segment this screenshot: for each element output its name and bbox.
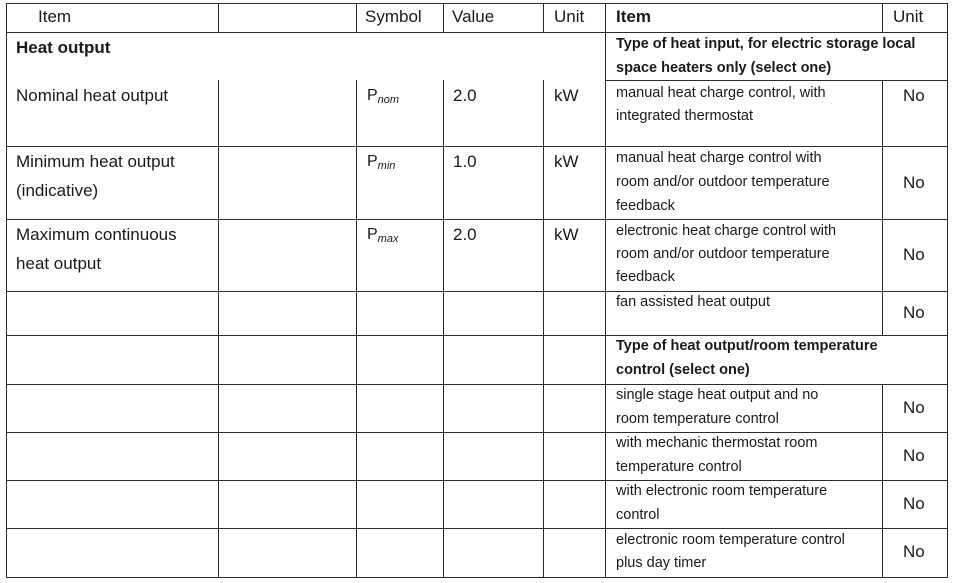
rule-bottom: [6, 577, 947, 578]
row-unit-maximum: kW: [554, 225, 579, 244]
output-control-option-3-line2: control: [616, 507, 660, 523]
heat-input-option-1-line1: manual heat charge control, with: [616, 85, 826, 101]
header-right-item: Item: [616, 7, 651, 26]
header-item: Item: [38, 7, 72, 26]
section-title-heat-output-control-line2: control (select one): [616, 362, 750, 378]
output-control-option-1-line1: single stage heat output and no: [616, 387, 819, 403]
section-title-heat-output-control-line1: Type of heat output/room temperature: [616, 338, 878, 354]
row-value-maximum: 2.0: [453, 225, 477, 244]
output-control-option-1-value: No: [903, 398, 925, 417]
rule-col-d: [543, 3, 544, 33]
output-control-option-4-line1: electronic room temperature control: [616, 532, 845, 548]
rule-col-b-body: [356, 80, 357, 578]
row-unit-minimum: kW: [554, 152, 579, 171]
row-item-minimum-line1: Minimum heat output: [16, 152, 175, 171]
rule-col-a: [218, 3, 219, 33]
output-control-option-2-line2: temperature control: [616, 459, 742, 475]
section-title-heat-output: Heat output: [16, 38, 111, 57]
row-symbol-nominal: $P_{nom}$: [367, 87, 400, 106]
header-right-unit: Unit: [893, 7, 924, 26]
row-symbol-maximum: $P_{max}$: [367, 226, 399, 245]
heat-input-option-4-line1: fan assisted heat output: [616, 294, 770, 310]
heat-input-option-3-value: No: [903, 245, 925, 264]
heat-input-option-2-line3: feedback: [616, 198, 675, 214]
output-control-option-1-line2: room temperature control: [616, 411, 779, 427]
output-control-option-4-line2: plus day timer: [616, 555, 707, 571]
row-item-maximum-line1: Maximum continuous: [16, 225, 177, 244]
row-unit-nominal: kW: [554, 86, 579, 105]
rule-col-c-body: [443, 80, 444, 578]
heat-input-option-2-value: No: [903, 173, 925, 192]
row-symbol-minimum: $P_{min}$: [367, 153, 396, 172]
heat-input-option-4-value: No: [903, 303, 925, 322]
rule-col-mid: [605, 3, 606, 578]
rule-left-edge: [6, 3, 7, 578]
row-item-minimum-line2: (indicative): [16, 181, 99, 200]
heat-input-option-2-line2: room and/or outdoor temperature: [616, 174, 830, 190]
row-item-nominal: Nominal heat output: [16, 86, 169, 105]
output-control-option-2-line1: with mechanic thermostat room: [616, 435, 818, 451]
rule-right-edge: [947, 3, 948, 578]
row-value-minimum: 1.0: [453, 152, 477, 171]
rule-top: [6, 3, 947, 4]
output-control-option-3-line1: with electronic room temperature: [616, 483, 828, 499]
output-control-option-3-value: No: [903, 494, 925, 513]
output-control-option-4-value: No: [903, 542, 925, 561]
header-value: Value: [452, 7, 495, 26]
rule-col-right-unit-2: [882, 384, 883, 578]
rule-col-b: [356, 3, 357, 33]
section-title-heat-input-line2: space heaters only (select one): [616, 60, 832, 76]
heat-input-option-1-value: No: [903, 86, 925, 105]
row-value-nominal: 2.0: [453, 86, 477, 105]
rule-row3: [6, 291, 947, 292]
heat-input-option-3-line2: room and/or outdoor temperature: [616, 246, 830, 262]
section-title-heat-input-line1: Type of heat input, for electric storage local: [616, 36, 916, 52]
rule-col-right-unit-1: [882, 80, 883, 336]
row-item-maximum-line2: heat output: [16, 254, 102, 273]
header-symbol: Symbol: [365, 7, 422, 26]
rule-col-c: [443, 3, 444, 33]
heat-input-option-2-line1: manual heat charge control with: [616, 150, 822, 166]
heat-input-option-3-line3: feedback: [616, 269, 675, 285]
heat-input-option-1-line2: integrated thermostat: [616, 108, 754, 124]
header-unit: Unit: [554, 7, 585, 26]
rule-col-right-unit: [882, 3, 883, 33]
heat-input-option-3-line1: electronic heat charge control with: [616, 223, 837, 239]
rule-col-d-body: [543, 80, 544, 578]
rule-col-a-body: [218, 80, 219, 578]
output-control-option-2-value: No: [903, 446, 925, 465]
